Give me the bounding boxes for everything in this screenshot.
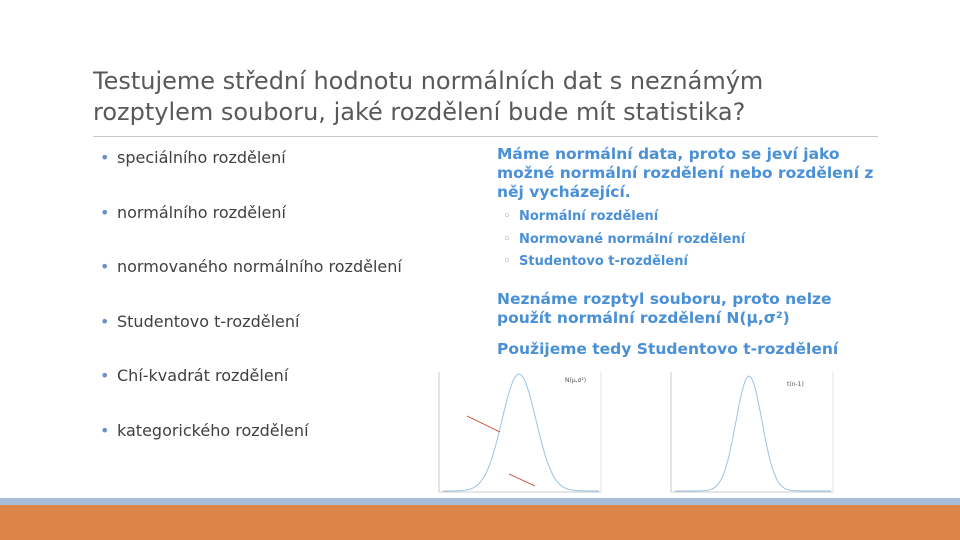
title-divider (93, 136, 878, 137)
candidate-distributions-list (503, 206, 877, 274)
candidate-label: Normované normální rozdělení (519, 231, 746, 247)
explanation-paragraph-2: Neznáme rozptyl souboru, proto nelze použít normální rozdělení N(μ,σ²) (497, 289, 832, 327)
option-label: kategorického rozdělení (117, 420, 309, 440)
candidate-item (503, 251, 877, 274)
option-label: Chí-kvadrát rozdělení (117, 366, 289, 385)
density-curve (675, 376, 831, 491)
option-item (100, 146, 460, 201)
option-label: Studentovo t-rozdělení (117, 311, 300, 331)
figure-label: t(n-1) (787, 381, 804, 388)
option-item (100, 201, 460, 256)
option-item (100, 364, 460, 419)
candidate-label: Normální rozdělení (519, 209, 659, 224)
footer-band (0, 505, 960, 540)
figure-label: N(μ,σ²) (565, 377, 587, 384)
slide-title: Testujeme střední hodnotu normálních dat s neznámým rozptylem souboru, jaké rozdělení bude mít statistika? (93, 67, 764, 126)
bullet-icon: • (100, 257, 110, 276)
option-item (100, 419, 460, 474)
bullet-icon: • (100, 148, 110, 167)
explanation-paragraph-1: Máme normální data, proto se jeví jako možné normální rozdělení nebo rozdělení z něj vycházející. (497, 145, 874, 201)
answer-options-list (100, 146, 460, 473)
bullet-icon: • (100, 366, 110, 385)
footer-accent-band (0, 498, 960, 505)
bullet-icon: • (100, 202, 110, 222)
option-label: speciálního rozdělení (117, 148, 286, 167)
candidate-label: Studentovo t-rozdělení (519, 254, 688, 269)
circle-bullet-icon: ◦ (503, 209, 511, 224)
normal-distribution-plot (415, 364, 613, 508)
density-curve (443, 374, 599, 491)
option-label: normálního rozdělení (117, 202, 286, 222)
annotation-arrow (509, 474, 535, 486)
answer-explanation (497, 145, 877, 359)
circle-bullet-icon: ◦ (503, 254, 511, 269)
circle-bullet-icon: ◦ (503, 231, 511, 247)
bullet-icon: • (100, 420, 110, 440)
option-label: normovaného normálního rozdělení (117, 257, 402, 276)
annotation-arrow (467, 416, 500, 432)
bullet-icon: • (100, 311, 110, 331)
candidate-item (503, 229, 877, 252)
normal-distribution-figure (415, 364, 613, 508)
t-distribution-figure (647, 364, 845, 508)
t-distribution-plot (647, 364, 845, 508)
option-item (100, 255, 460, 310)
candidate-item (503, 206, 877, 229)
explanation-paragraph-3: Použijeme tedy Studentovo t-rozdělení (497, 339, 839, 358)
option-item (100, 310, 460, 365)
